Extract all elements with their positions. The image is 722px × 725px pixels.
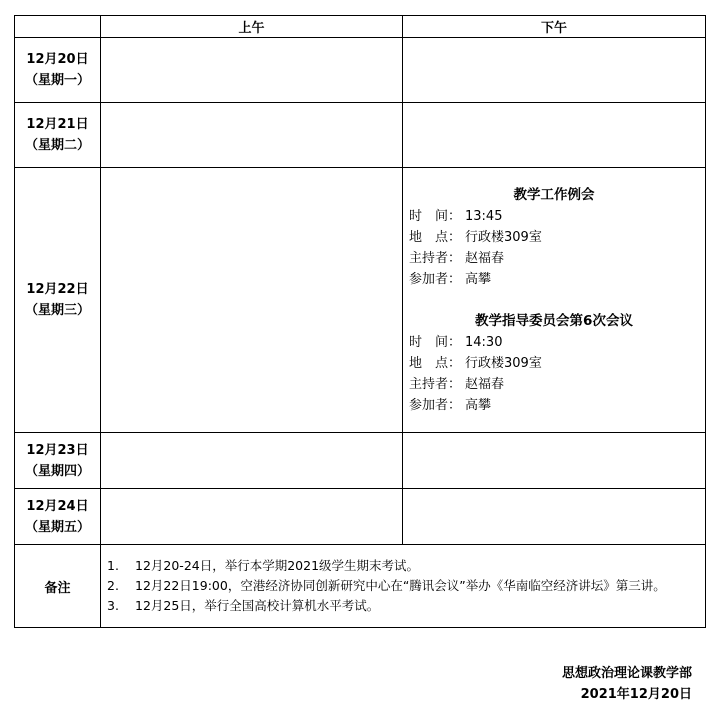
meeting-host-label: 主持者： xyxy=(409,250,462,266)
am-cell xyxy=(101,489,403,545)
signature-block xyxy=(562,663,692,705)
header-date xyxy=(15,16,101,38)
meeting-attendee-label: 参加者： xyxy=(409,271,462,287)
note-text: 12月20-24日，举行本学期2021级学生期末考试。 xyxy=(135,558,420,573)
meeting-host: 赵福春 xyxy=(465,250,505,266)
table-row xyxy=(15,103,706,168)
day-weekday: （星期二） xyxy=(24,138,90,153)
date-cell xyxy=(15,168,101,433)
day-date: 12月20日 xyxy=(26,52,89,67)
day-weekday: （星期四） xyxy=(24,463,90,479)
note-number: 2. xyxy=(107,578,119,593)
day-date: 12月24日 xyxy=(26,498,89,514)
meeting-time: 13:45 xyxy=(465,208,503,224)
notes-label: 备注 xyxy=(15,545,101,628)
meeting-time-row xyxy=(409,332,699,353)
meeting-attendee-row xyxy=(409,269,699,290)
meeting-title: 教学工作例会 xyxy=(513,186,595,203)
am-cell xyxy=(101,103,403,168)
pm-cell xyxy=(403,168,706,433)
am-cell xyxy=(101,168,403,433)
meeting-place: 行政楼309室 xyxy=(465,229,542,245)
day-date: 12月21日 xyxy=(26,117,89,132)
meeting-place: 行政楼309室 xyxy=(465,355,542,371)
day-weekday: （星期三） xyxy=(24,303,90,318)
meeting-title: 教学指导委员会第6次会议 xyxy=(475,312,633,329)
meeting-host: 赵福春 xyxy=(465,376,505,392)
meeting-attendee-row xyxy=(409,395,699,416)
table-row xyxy=(15,489,706,545)
table-row xyxy=(15,433,706,489)
meeting-attendee: 高攀 xyxy=(465,397,492,413)
meeting-attendee: 高攀 xyxy=(465,271,492,287)
meeting-place-label: 地 点： xyxy=(409,229,462,245)
date-cell xyxy=(15,38,101,103)
meeting-time-row xyxy=(409,206,699,227)
day-date: 12月23日 xyxy=(26,442,89,458)
day-date: 12月22日 xyxy=(26,282,89,297)
pm-cell xyxy=(403,433,706,489)
note-text: 12月25日，举行全国高校计算机水平考试。 xyxy=(135,598,380,613)
meeting-attendee-label: 参加者： xyxy=(409,397,462,413)
weekly-schedule-table xyxy=(14,15,706,628)
meeting-time-label: 时 间： xyxy=(409,208,462,224)
meeting-host-label: 主持者： xyxy=(409,376,462,392)
department-name: 思想政治理论课教学部 xyxy=(561,666,692,681)
note-number: 3. xyxy=(107,598,119,613)
list-item xyxy=(107,596,701,616)
table-row xyxy=(15,168,706,433)
meeting-place-row xyxy=(409,353,699,374)
meeting-host-row xyxy=(409,248,699,269)
meetings-block xyxy=(403,185,705,416)
pm-cell xyxy=(403,489,706,545)
note-number: 1. xyxy=(107,558,119,573)
header-pm: 下午 xyxy=(403,16,706,38)
date-cell xyxy=(15,489,101,545)
table-row xyxy=(15,38,706,103)
meeting-place-row xyxy=(409,227,699,248)
list-item xyxy=(107,576,701,596)
notes-list xyxy=(101,556,705,616)
issue-date: 2021年12月20日 xyxy=(580,687,692,702)
note-text: 12月22日19:00，空港经济协同创新研究中心在“腾讯会议”举办《华南临空经济讲坛》第三讲。 xyxy=(135,578,666,593)
date-cell xyxy=(15,433,101,489)
notes-cell xyxy=(101,545,706,628)
am-cell xyxy=(101,433,403,489)
date-cell xyxy=(15,103,101,168)
notes-row xyxy=(15,545,706,628)
day-weekday: （星期一） xyxy=(24,73,90,88)
meeting-item xyxy=(409,185,699,290)
pm-cell xyxy=(403,38,706,103)
pm-cell xyxy=(403,103,706,168)
am-cell xyxy=(101,38,403,103)
meeting-time: 14:30 xyxy=(465,334,503,350)
day-weekday: （星期五） xyxy=(24,519,90,535)
table-header-row xyxy=(15,16,706,38)
header-am: 上午 xyxy=(101,16,403,38)
meeting-place-label: 地 点： xyxy=(409,355,462,371)
meeting-time-label: 时 间： xyxy=(409,334,462,350)
meeting-item xyxy=(409,311,699,416)
list-item xyxy=(107,556,701,576)
meeting-host-row xyxy=(409,374,699,395)
